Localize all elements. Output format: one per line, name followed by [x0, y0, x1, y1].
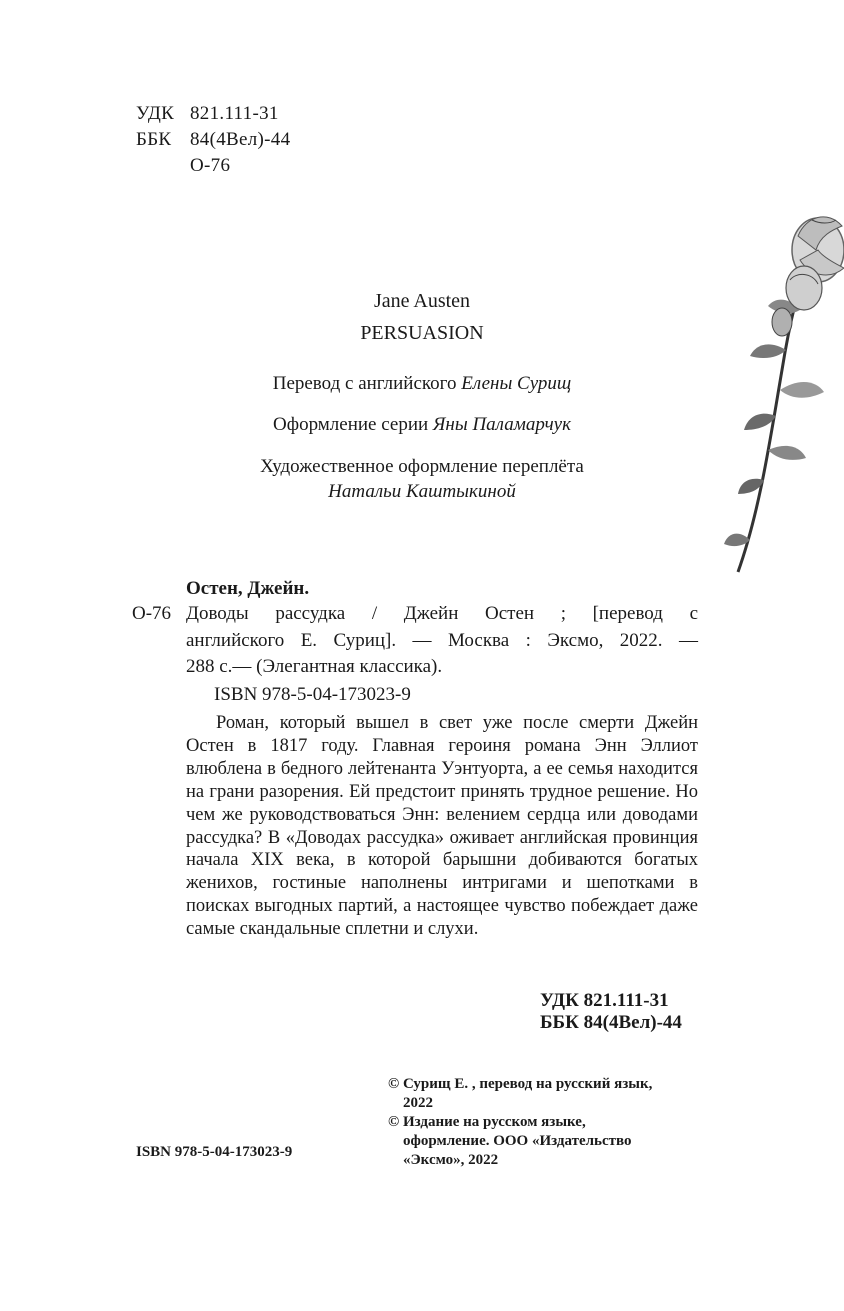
series-designer-name: Яны Паламарчук [432, 414, 571, 435]
original-author: Jane Austen [373, 290, 471, 312]
catalog-line-3: 288 с.— (Элегантная классика). [186, 656, 443, 677]
copyright-line-4: оформление. ООО «Издательство [403, 1133, 632, 1149]
translation-credit [0, 373, 844, 395]
bbk-label: ББК [136, 129, 172, 150]
annotation [186, 712, 698, 941]
copyright-line-2: 2022 [403, 1095, 433, 1111]
author-mark-top: О-76 [190, 155, 231, 176]
translator-name: Елены Сурищ [461, 373, 572, 394]
original-title: PERSUASION [360, 322, 484, 344]
catalog-isbn: ISBN 978-5-04-173023-9 [214, 684, 411, 705]
catalog-author-heading: Остен, Джейн. [186, 578, 310, 599]
annotation-text: Роман, который вышел в свет уже после смерти Джейн Остен в 1817 году. Главная героиня романа Энн Эллиот влюблена в бедного лейтенанта Уэнтуорта, а ее семья находится на грани разорения. Ей предстоит принять трудное решение. Но чем же руководствоваться Энн: велением сердца или доводами рассудка? В «Доводах рассудка» оживает английская провинция начала XIX века, в которой барышни добиваются богатых женихов, гостиные наполнены интригами и шепотками в поисках выгодных партий, а настоящее чувство побеждает даже самые скандальные сплетни и слухи. [186, 713, 698, 940]
series-design-credit [0, 414, 844, 436]
binding-design-credit: Художественное оформление переплёта [260, 456, 584, 477]
bbk-top [136, 128, 290, 152]
copyright-line-1: © Сурищ Е. , перевод на русский язык, [388, 1076, 653, 1092]
udk-value: 821.111-31 [190, 103, 279, 124]
catalog-mark: О-76 [132, 603, 172, 624]
bbk-bottom: ББК 84(4Вел)-44 [540, 1012, 682, 1033]
udk-bottom: УДК 821.111-31 [540, 990, 669, 1011]
binding-designer-name: Натальи Каштыкиной [328, 481, 516, 502]
copyright-line-5: «Эксмо», 2022 [403, 1152, 499, 1168]
udk-top [136, 102, 279, 126]
catalog-line-2: английского Е. Суриц]. — Москва : Эксмо, 2022. — [186, 630, 698, 651]
udk-label: УДК [136, 103, 175, 124]
copyright-line-3: © Издание на русском языке, [388, 1114, 586, 1130]
series-design-prefix: Оформление серии [273, 414, 429, 435]
translation-prefix: Перевод с английского [272, 373, 457, 394]
catalog-line-1: Доводы рассудка / Джейн Остен ; [перевод с [186, 603, 698, 624]
isbn-bottom: ISBN 978-5-04-173023-9 [136, 1144, 293, 1160]
bbk-value: 84(4Вел)-44 [190, 129, 291, 150]
